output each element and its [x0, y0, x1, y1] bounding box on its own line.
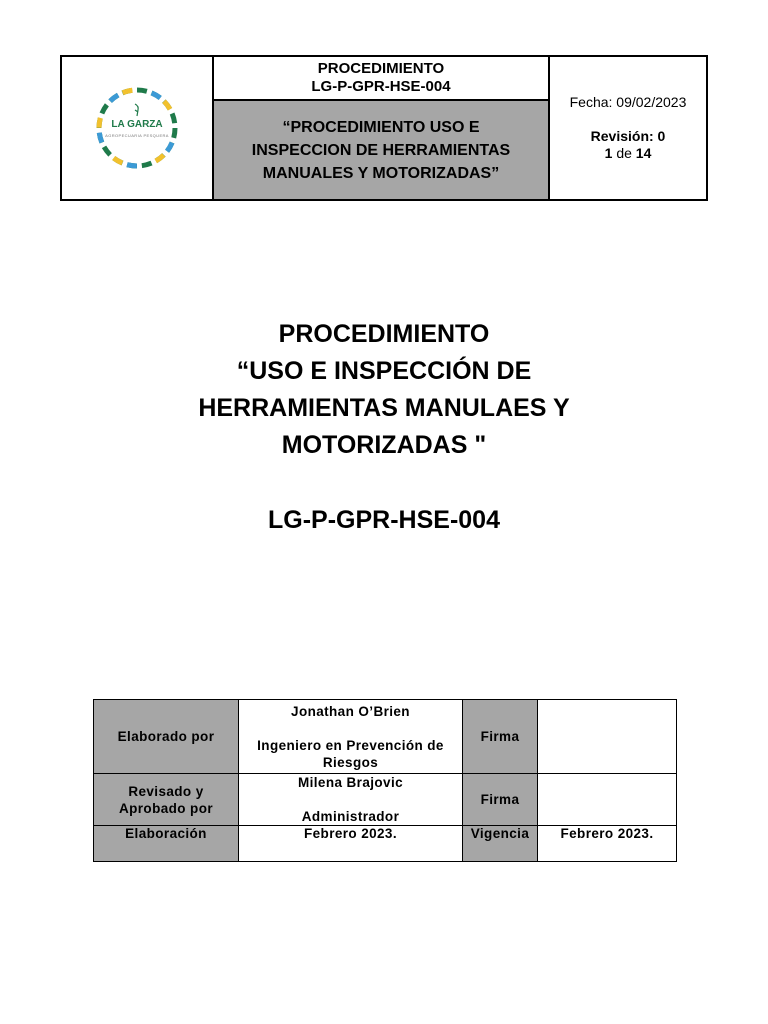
vigencia-label: Vigencia — [463, 826, 538, 862]
heron-icon — [135, 104, 138, 116]
company-logo — [95, 86, 179, 170]
doc-title-line: MANUALES Y MOTORIZADAS” — [262, 164, 500, 182]
firma-signature-box — [538, 700, 677, 774]
revisado-cell — [239, 774, 463, 826]
doc-code: LG-P-GPR-HSE-004 — [311, 78, 451, 95]
firma-label: Firma — [463, 774, 538, 826]
doc-date: Fecha: 09/02/2023 — [569, 94, 687, 110]
doc-revision: Revisión: 0 — [590, 128, 666, 144]
approval-table — [93, 699, 677, 862]
elaborado-role: Ingeniero en Prevención de — [257, 737, 444, 753]
page-total: 14 — [635, 145, 652, 161]
doc-title-line: “PROCEDIMIENTO USO E — [282, 118, 480, 136]
doc-type-code-cell — [213, 56, 549, 100]
doc-title-cell — [213, 100, 549, 200]
main-title-line: MOTORIZADAS " — [281, 431, 487, 459]
elaborado-name: Jonathan O’Brien — [291, 703, 410, 719]
vigencia-value: Febrero 2023. — [538, 826, 677, 862]
firma-signature-box — [538, 774, 677, 826]
revisado-label — [94, 774, 239, 826]
document-header-table — [60, 55, 708, 201]
logo-name: LA GARZA — [111, 119, 163, 130]
doc-title-line: INSPECCION DE HERRAMIENTAS — [251, 141, 511, 159]
page-of: de — [616, 145, 632, 161]
logo-cell — [61, 56, 213, 200]
main-title-line: HERRAMIENTAS MANULAES Y — [198, 394, 570, 422]
revisado-role: Administrador — [301, 809, 400, 824]
page-indicator — [550, 145, 706, 162]
revisado-name: Milena Brajovic — [297, 775, 404, 790]
doc-type: PROCEDIMIENTO — [317, 60, 445, 77]
elaborado-label: Elaborado por — [94, 700, 239, 774]
main-title-line: PROCEDIMIENTO — [278, 320, 490, 348]
logo-tagline: AGROPECUARIA PESQUERA — [105, 133, 169, 138]
doc-meta-cell — [549, 56, 707, 200]
elaborado-role-cont: Riesgos — [322, 754, 379, 770]
main-doc-code: LG-P-GPR-HSE-004 — [268, 506, 500, 534]
main-title-line: “USO E INSPECCIÓN DE — [236, 357, 532, 385]
elaboracion-label: Elaboración — [94, 826, 239, 862]
page-current: 1 — [604, 145, 613, 161]
revisado-label-line: Aprobado por — [118, 800, 214, 816]
elaboracion-value: Febrero 2023. — [239, 826, 463, 862]
revisado-label-line: Revisado y — [128, 783, 204, 799]
main-title — [84, 316, 684, 464]
firma-label: Firma — [463, 700, 538, 774]
elaborado-cell — [239, 700, 463, 774]
